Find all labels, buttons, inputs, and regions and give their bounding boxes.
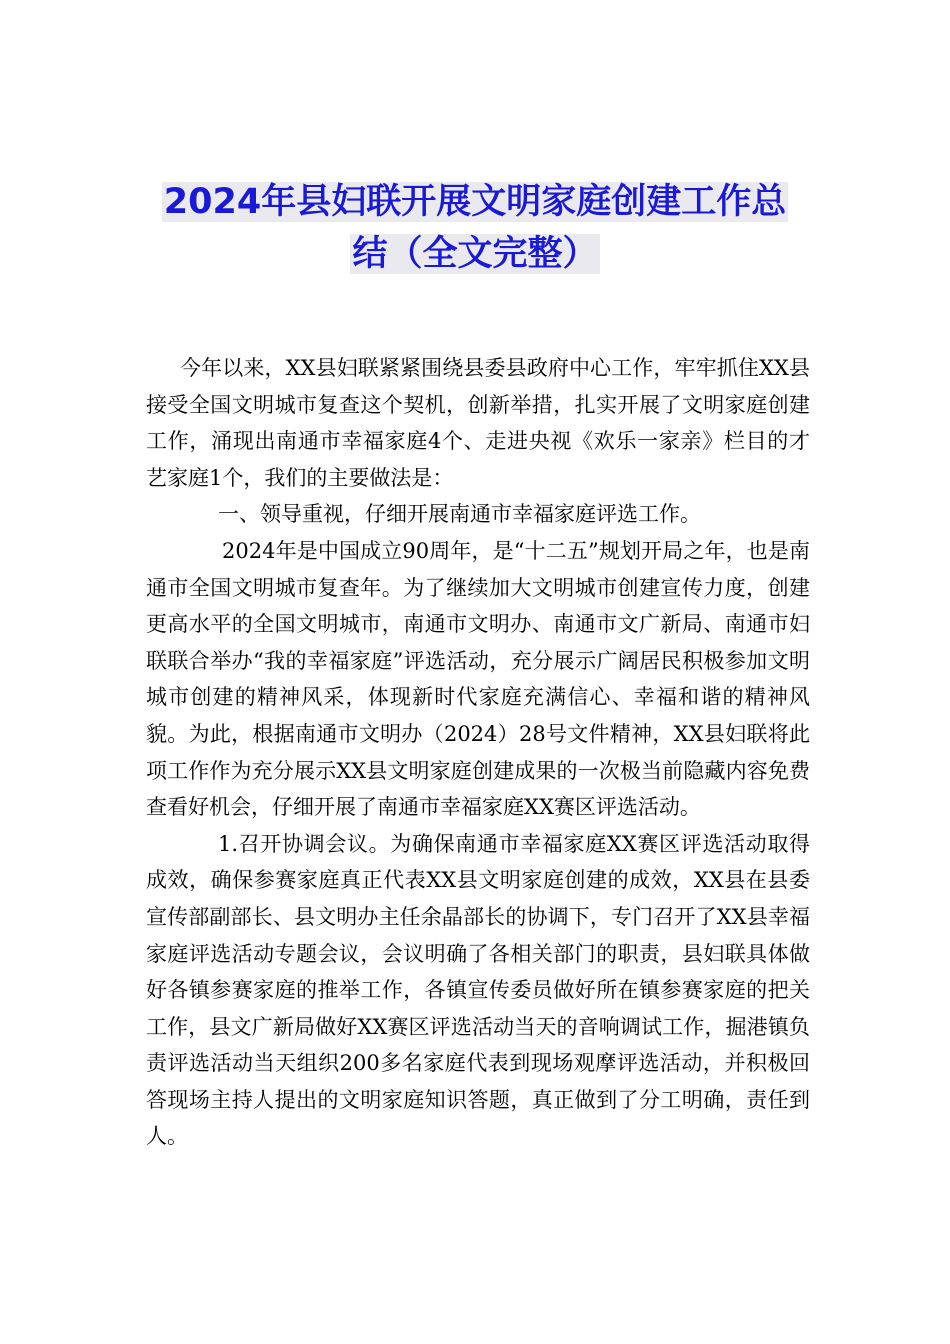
document-title (140, 176, 810, 280)
paragraph-intro: 今年以来，XX县妇联紧紧围绕县委县政府中心工作，牢牢抓住XX县接受全国文明城市复查这个契机，创新举措，扎实开展了文明家庭创建工作，涌现出南通市幸福家庭4个、走进央视《欢乐一家亲》栏目的才艺家庭1个，我们的主要做法是： (146, 356, 810, 490)
title-line-1: 2024年县妇联开展文明家庭创建工作总 (163, 182, 787, 222)
title-line-2: 结（全文完整） (352, 234, 598, 274)
paragraph-background: 2024年是中国成立90周年，是“十二五”规划开局之年，也是南通市全国文明城市复查年。为了继续加大文明城市创建宣传力度，创建更高水平的全国文明城市，南通市文明办、南通市文广新局、南通市妇联联合举办“我的幸福家庭”评选活动，充分展示广阔居民积极参加文明城市创建的精神风采，体现新时代家庭充满信心、幸福和谐的精神风貌。为此，根据南通市文明办（2024）28号文件精神，XX县妇联将此项工作作为充分展示XX县文明家庭创建成果的一次极当前隐藏内容免费查看好机会，仔细开展了南通市幸福家庭XX赛区评选活动。 (146, 538, 810, 820)
document-body (146, 350, 810, 1155)
section-heading-1: 一、领导重视，仔细开展南通市幸福家庭评选工作。 (218, 502, 701, 527)
paragraph-item-1: 1.召开协调会议。为确保南通市幸福家庭XX赛区评选活动取得成效，确保参赛家庭真正代表XX县文明家庭创建的成效，XX县在县委宣传部副部长、县文明办主任余晶部长的协调下，专门召开了XX县幸福家庭评选活动专题会议，会议明确了各相关部门的职责，县妇联具体做好各镇参赛家庭的推举工作，各镇宣传委员做好所在镇参赛家庭的把关工作，县文广新局做好XX赛区评选活动当天的音响调试工作，掘港镇负责评选活动当天组织200多名家庭代表到现场观摩评选活动，并积极回答现场主持人提出的文明家庭知识答题，真正做到了分工明确，责任到人。 (146, 831, 810, 1149)
